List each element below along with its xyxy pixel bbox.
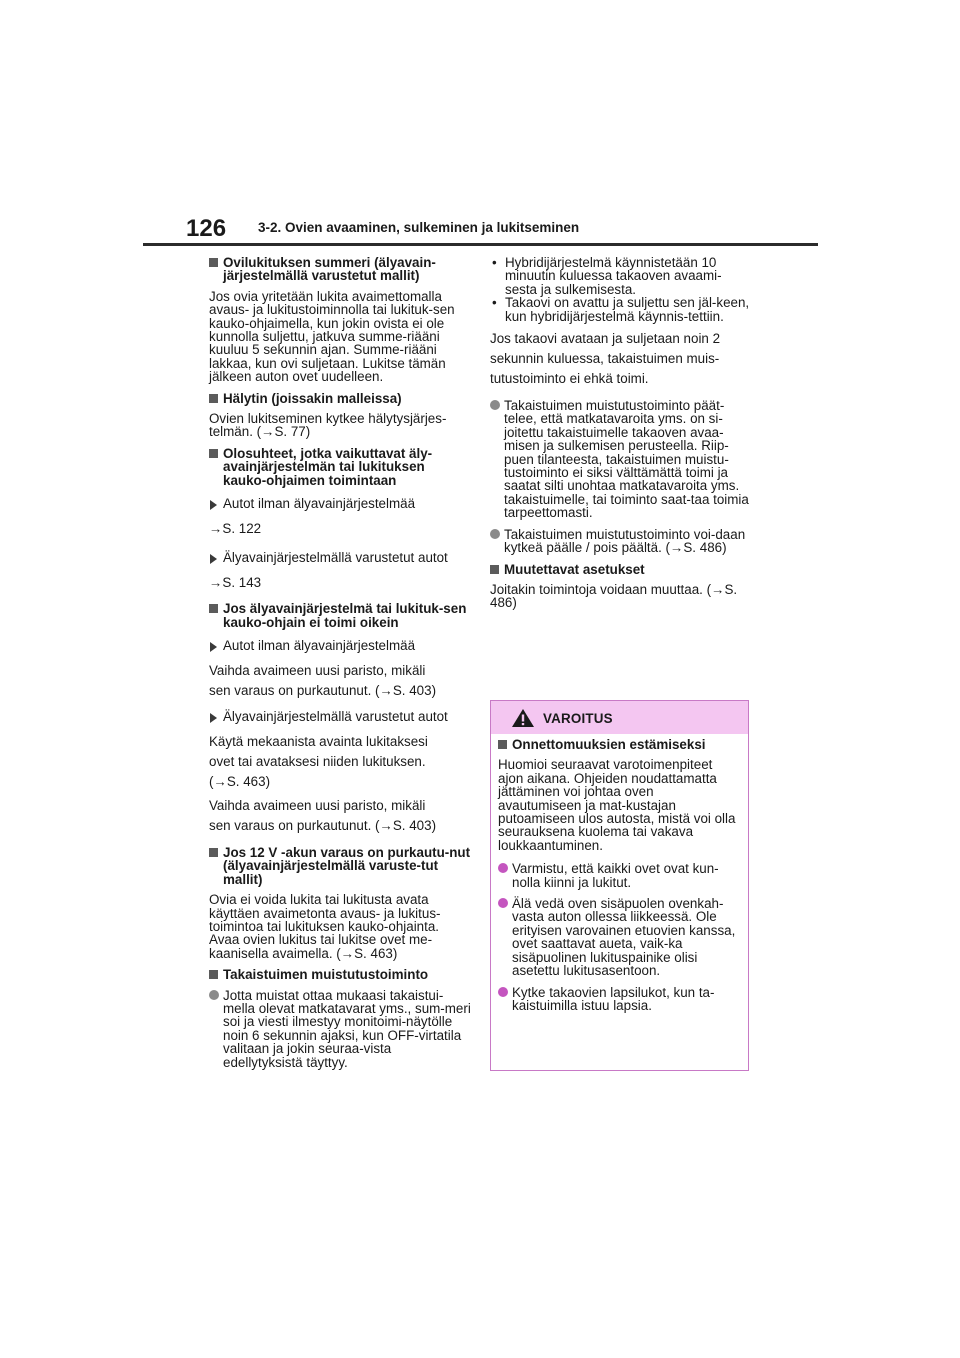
dot-bullet-icon: • — [492, 295, 497, 311]
page-reference: →S. 122 — [209, 521, 262, 537]
text-line: ovet tai avataksesi niiden lukituksen. — [209, 753, 426, 769]
text-line: sen varaus on purkautunut. (→S. 403) — [209, 817, 437, 833]
bullet-item — [490, 528, 752, 555]
warning-label: VAROITUS — [543, 711, 613, 726]
dot-bullet-icon: • — [492, 255, 497, 270]
bullet-item — [498, 986, 738, 1013]
heading-text: Jos 12 V -akun varaus on purkautu-nut (älyavainjärjestelmällä varuste-tut mallit) — [223, 844, 471, 887]
sub-bullet-item — [490, 256, 752, 296]
heading-text: Takaistuimen muistutustoiminto — [223, 967, 429, 983]
bullet-item — [209, 989, 471, 1069]
arrow-right-icon — [210, 713, 217, 723]
heading-conditions — [209, 447, 471, 487]
list-item — [209, 707, 471, 727]
paragraph: Ovien lukitseminen kytkee hälytysjärjes-telmän. (→S. 77) — [209, 411, 447, 440]
header-rule — [143, 243, 818, 246]
list-item-text: Autot ilman älyavainjärjestelmää — [223, 637, 416, 653]
heading-alarm — [209, 392, 471, 405]
circle-bullet-icon — [209, 990, 219, 1000]
heading-customization — [490, 563, 752, 576]
sub-bullet-text: Takaovi on avattu ja suljettu sen jäl-keen, kun hybridijärjestelmä käynnis-tettiin. — [505, 295, 750, 324]
square-bullet-icon — [498, 740, 507, 749]
list-item — [209, 548, 471, 568]
section-title: 3-2. Ovien avaaminen, sulkeminen ja lukitseminen — [258, 220, 580, 235]
warning-triangle-icon — [511, 708, 535, 728]
page-number: 126 — [186, 215, 227, 242]
text-line: Jos takaovi avataan ja suljetaan noin 2 — [490, 331, 721, 347]
warning-box — [490, 700, 749, 1071]
heading-text: Onnettomuuksien estämiseksi — [512, 737, 706, 752]
bullet-text: Kytke takaovien lapsilukot, kun ta-kaistuimilla istuu lapsia. — [512, 984, 715, 1013]
arrow-right-icon — [210, 500, 217, 510]
square-bullet-icon — [209, 604, 218, 613]
heading-text: Olosuhteet, jotka vaikuttavat äly-avainjärjestelmän tai lukituksen kauko-ohjaimen toimintaan — [223, 445, 433, 488]
heading-text: Muutettavat asetukset — [504, 561, 645, 577]
sub-bullet-text: Hybridijärjestelmä käynnistetään 10 minuutin kuluessa takaoven avaami-sesta ja sulkemisesta. — [505, 255, 722, 297]
square-bullet-icon — [209, 970, 218, 979]
list-item — [209, 494, 471, 514]
list-item-text: Älyavainjärjestelmällä varustetut autot — [223, 550, 448, 566]
text-line: sen varaus on purkautunut. (→S. 403) — [209, 682, 437, 698]
heading-12v-battery — [209, 846, 471, 886]
warning-body — [498, 738, 738, 1020]
paragraph: Jos ovia yritetään lukita avaimettomalla avaus- ja lukitustoiminnolla tai lukituk-sen kauko-ohjaimella, kun jokin ovista ei ole kunnolla suljettu, jatkuva summe-riääni kuuluu 5 sekunnin ajan. Summe-riääni lakkaa, kun ovi suljetaan. Lukitse tämän jälkeen auton ovet uudelleen. — [209, 288, 455, 385]
warning-header — [491, 701, 748, 734]
text-line: tutustoiminto ei ehkä toimi. — [490, 371, 649, 387]
text-line: (→S. 463) — [209, 773, 271, 789]
text-line: Vaihda avaimeen uusi paristo, mikäli — [209, 797, 426, 813]
circle-bullet-icon — [498, 863, 508, 873]
bullet-item — [498, 862, 738, 889]
sub-bullet-item — [490, 296, 752, 323]
heading-text: Ovilukituksen summeri (älyavain-järjestelmällä varustetut mallit) — [223, 255, 436, 284]
bullet-item — [490, 399, 752, 520]
text-line: Vaihda avaimeen uusi paristo, mikäli — [209, 662, 426, 678]
heading-rear-seat-reminder — [209, 968, 471, 981]
square-bullet-icon — [209, 394, 218, 403]
list-item-text: Autot ilman älyavainjärjestelmää — [223, 496, 416, 512]
heading-text: Jos älyavainjärjestelmä tai lukituk-sen kauko-ohjain ei toimi oikein — [223, 601, 467, 630]
left-column — [209, 256, 471, 1077]
list-item-text: Älyavainjärjestelmällä varustetut autot — [223, 708, 448, 724]
circle-bullet-icon — [490, 400, 500, 410]
warning-title — [498, 738, 738, 751]
right-column — [490, 256, 752, 618]
list-item — [209, 636, 471, 656]
square-bullet-icon — [209, 258, 218, 267]
bullet-text: Älä vedä oven sisäpuolen ovenkah-vasta auton ollessa liikkeessä. Ole erityisen varovainen etuovien kanssa, ovet saattavat aueta, vaik-ka sisäpuolinen lukituspainike olisi asetettu lukitusasentoon. — [512, 896, 736, 979]
arrow-right-icon — [210, 554, 217, 564]
square-bullet-icon — [490, 565, 499, 574]
square-bullet-icon — [209, 449, 218, 458]
circle-bullet-icon — [490, 529, 500, 539]
page-reference: →S. 143 — [209, 575, 262, 591]
arrow-right-icon — [210, 642, 217, 652]
heading-text: Hälytin (joissakin malleissa) — [223, 390, 402, 406]
bullet-text: Jotta muistat ottaa mukaasi takaistui-mella olevat matkatavarat yms., sum-meri soi ja viesti ilmestyy monitoimi-näytölle noin 6 sekunnin ajaksi, kun OFF-virtatila valitaan ja jokin seuraa-vista edellytyksistä täyttyy. — [223, 987, 471, 1070]
heading-malfunction — [209, 602, 471, 629]
bullet-text: Takaistuimen muistutustoiminto voi-daan kytkeä päälle / pois päältä. (→S. 486) — [504, 526, 746, 556]
text-line: sekunnin kuluessa, takaistuimen muis- — [490, 351, 720, 367]
circle-bullet-icon — [498, 987, 508, 997]
bullet-text: Takaistuimen muistutustoiminto päät-telee, että matkatavaroita yms. on si-joitettu takaistuimelle takaoven avaa-misen ja sulkemisen perusteella. Riip-puen tilanteesta, takaistuimen muistu-tustoiminto ei siksi välttämättä toimi ja saatat silti unohtaa matkatavaroita yms. takaistuimelle, tai toiminto saat-taa toimia tarpeettomasti. — [504, 398, 749, 521]
heading-door-lock-buzzer — [209, 256, 471, 283]
bullet-item — [498, 897, 738, 977]
paragraph: Joitakin toimintoja voidaan muuttaa. (→S. 486) — [490, 581, 738, 611]
square-bullet-icon — [209, 848, 218, 857]
paragraph: Huomioi seuraavat varotoimenpiteet ajon aikana. Ohjeiden noudattamatta jättäminen voi johtaa oven avautumiseen ja mat-kustajan putoamiseen ulos autosta, mistä voi olla seurauksena kuolema tai vakava loukkaantuminen. — [498, 757, 736, 853]
text-line: Käytä mekaanista avainta lukitaksesi — [209, 733, 428, 749]
bullet-text: Varmistu, että kaikki ovet ovat kun-nolla kiinni ja lukitut. — [512, 861, 719, 890]
circle-bullet-icon — [498, 898, 508, 908]
paragraph: Ovia ei voida lukita tai lukitusta avata käyttäen avaimetonta avaus- ja lukitus-toimintoa tai lukituksen kauko-ohjainta. Avaa ovien lukitus tai lukitse ovet me-kaanisella avaimella. (→S. 463) — [209, 892, 441, 961]
